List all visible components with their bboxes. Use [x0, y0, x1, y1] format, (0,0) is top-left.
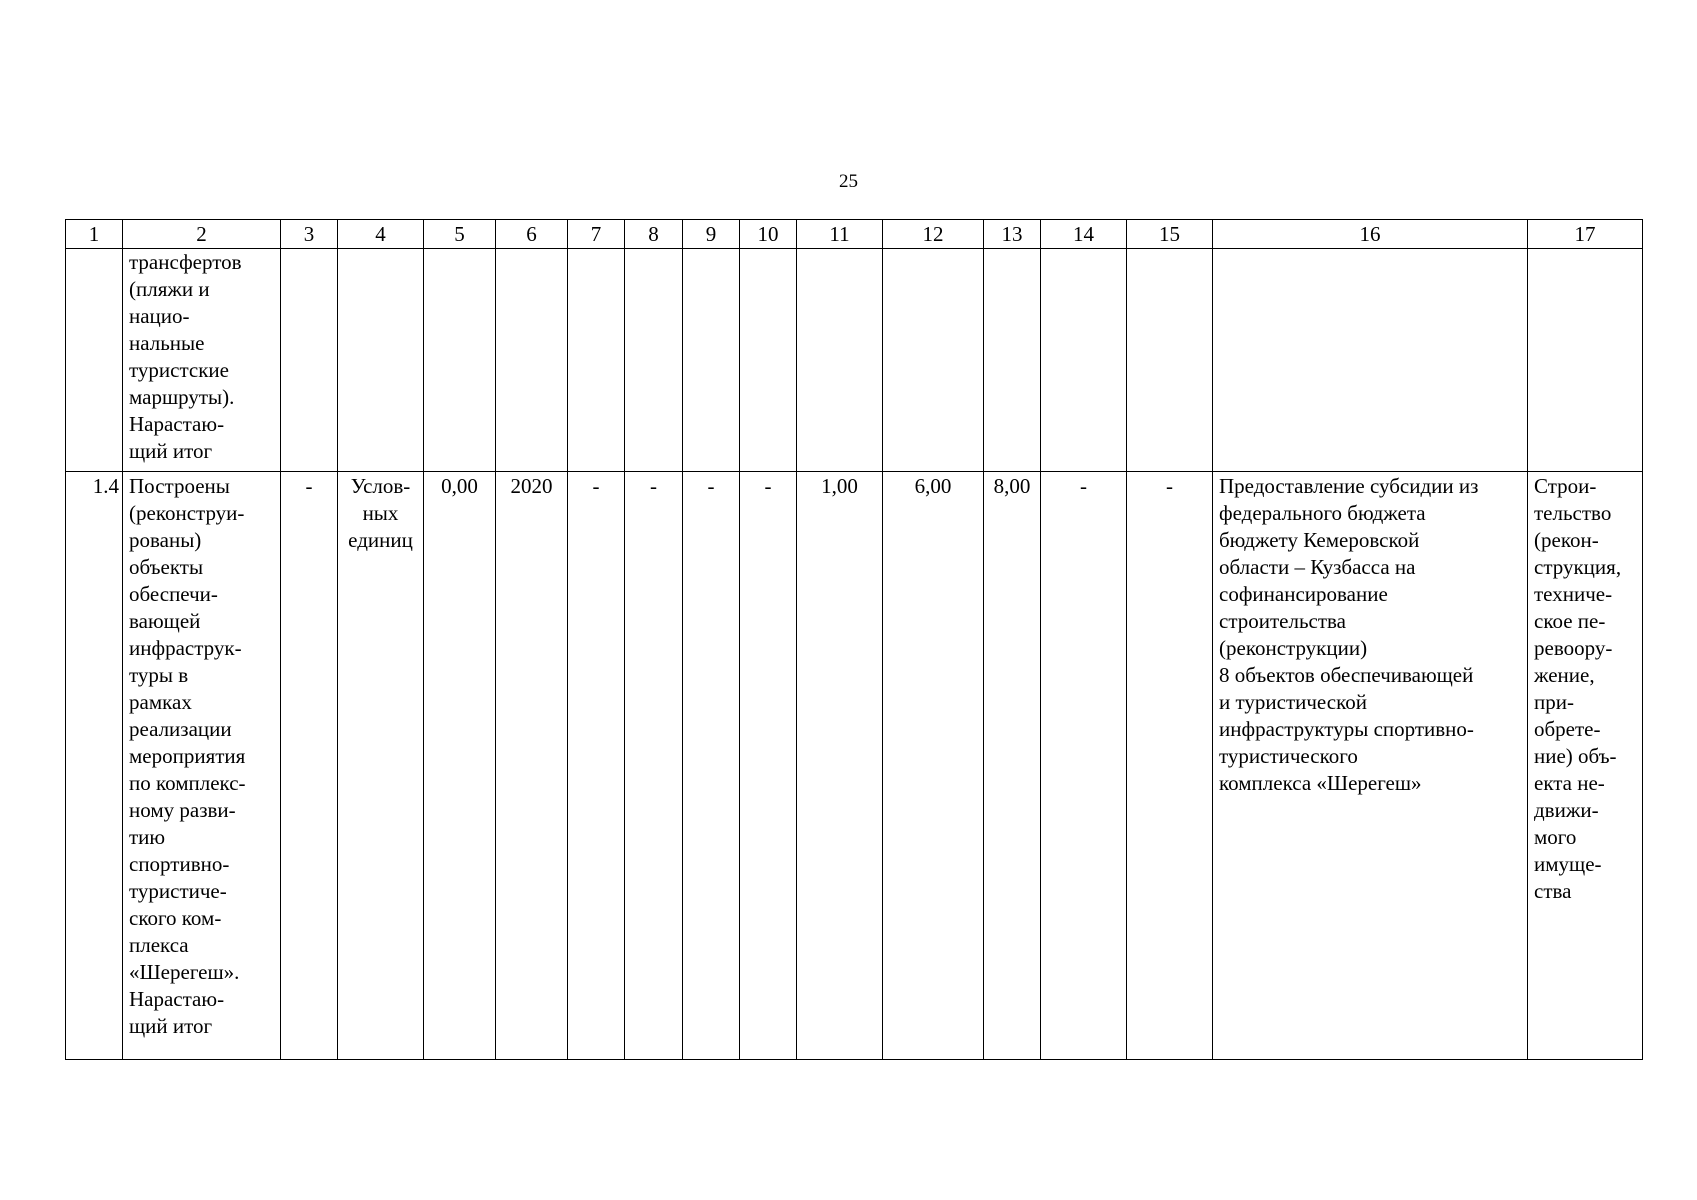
table-cell [338, 249, 424, 472]
header-cell: 7 [568, 220, 625, 249]
indicator-name-cell: Построены (реконструи- рованы) объекты обеспечи- вающей инфраструк- туры в рамках реализации мероприятия по комплекс- ному разви- тию спортивно- туристиче- ского ком- плекса «Шерегеш». Нарастаю- щий итог [123, 472, 281, 1060]
table-cell [1127, 249, 1213, 472]
indicators-table [65, 219, 1643, 1060]
table-cell [66, 249, 123, 472]
table-cell: - [683, 472, 740, 1060]
header-cell: 16 [1213, 220, 1528, 249]
header-cell: 2 [123, 220, 281, 249]
table-cell [1213, 249, 1528, 472]
table-cell [883, 249, 984, 472]
table-cell [424, 249, 496, 472]
table-cell [496, 249, 568, 472]
value-cell: 8,00 [984, 472, 1041, 1060]
header-cell: 17 [1528, 220, 1643, 249]
header-cell: 9 [683, 220, 740, 249]
table-cell [984, 249, 1041, 472]
table-cell [683, 249, 740, 472]
header-cell: 10 [740, 220, 797, 249]
header-cell: 1 [66, 220, 123, 249]
table-cell [281, 249, 338, 472]
base-value-cell: 0,00 [424, 472, 496, 1060]
header-cell: 5 [424, 220, 496, 249]
header-cell: 3 [281, 220, 338, 249]
page-number: 25 [839, 171, 858, 192]
header-cell: 14 [1041, 220, 1127, 249]
row-number-cell: 1.4 [66, 472, 123, 1060]
table-cell [740, 249, 797, 472]
header-cell: 4 [338, 220, 424, 249]
value-cell: 1,00 [797, 472, 883, 1060]
table-cell [1041, 249, 1127, 472]
unit-cell: Услов- ных единиц [338, 472, 424, 1060]
table-header-row [66, 220, 1643, 249]
table-cell: - [625, 472, 683, 1060]
table-cell: - [1127, 472, 1213, 1060]
indicator-name-cell: трансфертов (пляжи и нацио- нальные туристские маршруты). Нарастаю- щий итог [123, 249, 281, 472]
header-cell: 13 [984, 220, 1041, 249]
description-cell: Предоставление субсидии из федерального бюджета бюджету Кемеровской области – Кузбасса на софинансирование строительства (реконструкции) 8 объектов обеспечивающей и туристической инфраструктуры спортивно- туристического комплекса «Шерегеш» [1213, 472, 1528, 1060]
header-cell: 15 [1127, 220, 1213, 249]
table-cell: - [568, 472, 625, 1060]
base-year-cell: 2020 [496, 472, 568, 1060]
table-row-continuation [66, 249, 1643, 472]
header-cell: 12 [883, 220, 984, 249]
table-cell [625, 249, 683, 472]
table-cell [797, 249, 883, 472]
activity-type-cell: Строи- тельство (рекон- струкция, техниче- ское пе- ревоору- жение, при- обрете- ние) объ- екта не- движи- мого имуще- ства [1528, 472, 1643, 1060]
header-cell: 11 [797, 220, 883, 249]
table-row-1-4 [66, 472, 1643, 1060]
value-cell: 6,00 [883, 472, 984, 1060]
table-cell: - [740, 472, 797, 1060]
table-cell [1528, 249, 1643, 472]
header-cell: 6 [496, 220, 568, 249]
table-cell: - [1041, 472, 1127, 1060]
table-cell: - [281, 472, 338, 1060]
table-cell [568, 249, 625, 472]
header-cell: 8 [625, 220, 683, 249]
